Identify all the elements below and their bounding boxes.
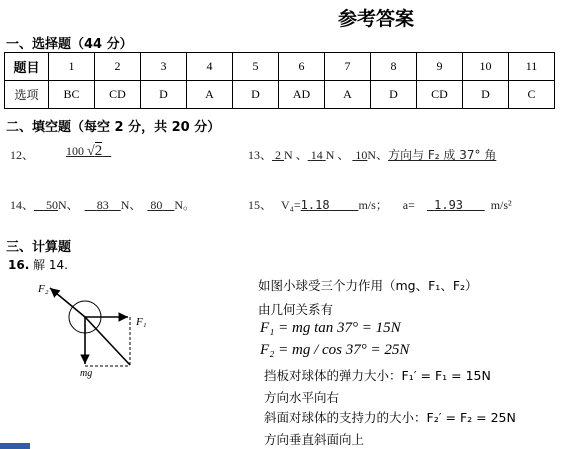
solution-line-3: F₁ = mg tan 37° = 15N bbox=[260, 320, 401, 336]
q12-number: 12、 bbox=[10, 148, 35, 162]
solution-line-7: 斜面对球体的支持力的大小：F₂′ = F₂ = 25N bbox=[264, 410, 516, 425]
f2-label: F₂ bbox=[38, 283, 49, 295]
q13-number: 13、 bbox=[248, 148, 273, 162]
answer-cell: D bbox=[371, 81, 417, 109]
q14-number: 14、 bbox=[10, 198, 35, 212]
answer-cell: D bbox=[233, 81, 279, 109]
question-number: 1 bbox=[49, 53, 95, 81]
question-number: 11 bbox=[509, 53, 555, 81]
force-diagram bbox=[30, 280, 160, 380]
q16-text: 解 14. bbox=[33, 258, 68, 272]
answer-cell: A bbox=[325, 81, 371, 109]
table-header-label: 题目 bbox=[5, 53, 49, 81]
mg-label: mg bbox=[80, 368, 93, 379]
solution-line-1: 如图小球受三个力作用（mg、F₁、F₂） bbox=[258, 278, 478, 293]
answer-table bbox=[4, 52, 555, 109]
solution-line-4: F₂ = mg / cos 37° = 25N bbox=[260, 342, 410, 358]
q12-sqrt-value: 2 bbox=[94, 143, 103, 159]
answer-cell: AD bbox=[279, 81, 325, 109]
q12-value: 100 bbox=[66, 144, 84, 158]
answer-cell: C bbox=[509, 81, 555, 109]
decorative-bar bbox=[0, 443, 30, 449]
sqrt-icon: √ bbox=[87, 144, 95, 159]
solution-line-5: 挡板对球体的弹力大小：F₁′ = F₁ = 15N bbox=[264, 368, 491, 383]
table-row-label: 选项 bbox=[5, 81, 49, 109]
section1-heading: 一、选择题（44 分） bbox=[6, 37, 133, 52]
question-number: 8 bbox=[371, 53, 417, 81]
section3-heading: 三、计算题 bbox=[6, 240, 72, 255]
q13-answer: 13、 2 N 、 14 N 、 10N、方向与 F₂ 成 37° 角 bbox=[248, 148, 497, 162]
q12-answer bbox=[66, 143, 111, 160]
q16-header bbox=[8, 256, 68, 273]
q15-answer: 15、 V₄=1.18 m/s； a= 1.93 m/s² bbox=[248, 198, 512, 212]
question-number: 4 bbox=[187, 53, 233, 81]
answer-cell: CD bbox=[417, 81, 463, 109]
question-number: 2 bbox=[95, 53, 141, 81]
answer-cell: D bbox=[141, 81, 187, 109]
q15-number: 15、 bbox=[248, 198, 273, 212]
solution-line-2: 由几何关系有 bbox=[258, 302, 334, 317]
q16-number: 16. bbox=[8, 258, 30, 272]
f2-arrow bbox=[50, 288, 85, 317]
page-title: 参考答案 bbox=[338, 8, 415, 30]
answer-cell: A bbox=[187, 81, 233, 109]
q13-direction: 方向与 F₂ 成 37° 角 bbox=[388, 148, 497, 162]
f1-label: F₁ bbox=[136, 316, 147, 328]
question-number: 3 bbox=[141, 53, 187, 81]
answer-cell: BC bbox=[49, 81, 95, 109]
question-number: 9 bbox=[417, 53, 463, 81]
answer-cell: CD bbox=[95, 81, 141, 109]
question-number: 10 bbox=[463, 53, 509, 81]
question-number: 6 bbox=[279, 53, 325, 81]
solution-line-6: 方向水平向右 bbox=[264, 390, 340, 405]
table-row bbox=[5, 81, 555, 109]
answer-cell: D bbox=[463, 81, 509, 109]
section2-heading: 二、填空题（每空 2 分，共 20 分） bbox=[6, 120, 221, 135]
question-number: 5 bbox=[233, 53, 279, 81]
q14-answer: 14、 50N、 83 N、 80 N。 bbox=[10, 198, 196, 212]
solution-line-8: 方向垂直斜面向上 bbox=[264, 432, 365, 447]
question-number: 7 bbox=[325, 53, 371, 81]
table-row bbox=[5, 53, 555, 81]
diagonal-line bbox=[85, 317, 130, 365]
